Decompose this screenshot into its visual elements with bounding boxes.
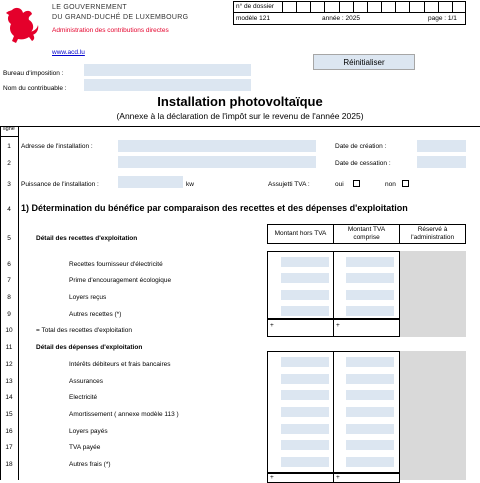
depense-ht-input[interactable] xyxy=(281,407,329,417)
cessation-date-field[interactable] xyxy=(417,156,466,168)
depense-ht-input[interactable] xyxy=(281,374,329,384)
line-number: 10 xyxy=(5,327,13,334)
depense-label: Loyers payés xyxy=(69,428,108,435)
recettes-reserved-block xyxy=(400,251,466,319)
col-header-tva: Montant TVA comprise xyxy=(333,224,400,244)
year-label: année : 2025 xyxy=(322,15,360,22)
line-number: 8 xyxy=(7,294,11,301)
administration-name: Administration des contributions directes xyxy=(52,27,169,34)
lion-logo-icon xyxy=(4,4,42,44)
depense-ht-input[interactable] xyxy=(281,390,329,400)
oui-label: oui xyxy=(335,181,344,188)
kw-unit: kw xyxy=(186,181,194,188)
reset-button[interactable]: Réinitialiser xyxy=(313,54,415,70)
recette-tva-input[interactable] xyxy=(346,257,394,267)
contribuable-field[interactable] xyxy=(84,79,251,91)
page-title: Installation photovoltaïque xyxy=(157,94,323,109)
depense-label: TVA payée xyxy=(69,444,101,451)
line-number: 5 xyxy=(7,235,11,242)
creation-date-label: Date de création : xyxy=(335,143,387,150)
tva-oui-checkbox[interactable] xyxy=(353,180,360,187)
recette-ht-input[interactable] xyxy=(281,273,329,283)
cessation-date-label: Date de cessation : xyxy=(335,160,391,167)
line-number: 18 xyxy=(5,461,13,468)
line-number: 17 xyxy=(5,444,13,451)
line-number: 14 xyxy=(5,394,13,401)
plus-sign: + xyxy=(270,322,274,329)
line-number: 7 xyxy=(7,277,11,284)
depense-label: Assurances xyxy=(69,378,103,385)
depense-tva-input[interactable] xyxy=(346,440,394,450)
depenses-detail-heading: Détail des dépenses d'exploitation xyxy=(36,344,143,351)
line-number: 12 xyxy=(5,361,13,368)
depense-label: Electricité xyxy=(69,394,98,401)
col-header-reserve: Réservé à l'administration xyxy=(399,224,466,244)
non-label: non xyxy=(385,181,396,188)
total-depenses-tva xyxy=(333,473,400,483)
depense-tva-input[interactable] xyxy=(346,357,394,367)
bureau-label: Bureau d'imposition : xyxy=(3,70,64,77)
total-depenses-reserved xyxy=(400,473,466,480)
depense-ht-input[interactable] xyxy=(281,457,329,467)
bureau-field[interactable] xyxy=(84,64,251,76)
depense-ht-input[interactable] xyxy=(281,440,329,450)
depense-tva-input[interactable] xyxy=(346,374,394,384)
gov-line2: DU GRAND-DUCHÉ DE LUXEMBOURG xyxy=(52,14,189,21)
total-recettes-reserved xyxy=(400,319,466,337)
recettes-detail-heading: Détail des recettes d'exploitation xyxy=(36,235,138,242)
total-depenses-ht xyxy=(267,473,334,483)
depense-ht-input[interactable] xyxy=(281,424,329,434)
recette-ht-input[interactable] xyxy=(281,257,329,267)
depense-label: Intérêts débiteurs et frais bancaires xyxy=(69,361,171,368)
line-number: 9 xyxy=(7,311,11,318)
recette-label: Prime d'encouragement écologique xyxy=(69,277,172,284)
recette-ht-input[interactable] xyxy=(281,306,329,316)
puissance-label: Puissance de l'installation : xyxy=(21,181,99,188)
line-number: 2 xyxy=(7,160,11,167)
address-field-1[interactable] xyxy=(118,140,316,152)
section-1-heading: 1) Détermination du bénéfice par comparaison des recettes et des dépenses d'exploitation xyxy=(21,203,408,213)
plus-sign: + xyxy=(336,322,340,329)
ligne-header: ligne xyxy=(0,126,18,137)
depense-tva-input[interactable] xyxy=(346,424,394,434)
plus-sign: + xyxy=(270,474,274,481)
puissance-field[interactable] xyxy=(118,176,183,188)
contribuable-label: Nom du contribuable : xyxy=(3,85,67,92)
depense-tva-input[interactable] xyxy=(346,407,394,417)
line-number: 4 xyxy=(7,206,11,213)
address-label: Adresse de l'installation : xyxy=(21,143,93,150)
depense-tva-input[interactable] xyxy=(346,390,394,400)
recette-tva-input[interactable] xyxy=(346,306,394,316)
address-field-2[interactable] xyxy=(118,156,316,168)
recette-label: Recettes fournisseur d'électricité xyxy=(69,261,163,268)
depense-ht-input[interactable] xyxy=(281,357,329,367)
total-recettes-ht xyxy=(267,319,334,337)
tva-label: Assujetti TVA : xyxy=(268,181,310,188)
line-number: 11 xyxy=(5,344,13,351)
creation-date-field[interactable] xyxy=(417,140,466,152)
depense-label: Amortissement ( annexe modèle 113 ) xyxy=(69,411,179,418)
line-number: 1 xyxy=(7,143,11,150)
recette-label: Loyers reçus xyxy=(69,294,107,301)
dossier-label: n° de dossier xyxy=(236,3,275,10)
line-number: 15 xyxy=(5,411,13,418)
col-header-ht: Montant hors TVA xyxy=(267,224,334,244)
line-number: 6 xyxy=(7,261,11,268)
recette-label: Autres recettes (*) xyxy=(69,311,122,318)
depense-tva-input[interactable] xyxy=(346,457,394,467)
website-link[interactable]: www.acd.lu xyxy=(52,49,85,56)
line-number: 13 xyxy=(5,378,13,385)
gov-line1: LE GOUVERNEMENT xyxy=(52,4,127,11)
total-recettes-label: = Total des recettes d'exploitation xyxy=(36,327,132,334)
depenses-reserved-block xyxy=(400,351,466,473)
total-recettes-tva xyxy=(333,319,400,337)
dossier-number-cells[interactable] xyxy=(282,1,466,13)
page-label: page : 1/1 xyxy=(428,15,457,22)
plus-sign: + xyxy=(336,474,340,481)
line-number: 16 xyxy=(5,428,13,435)
tva-non-checkbox[interactable] xyxy=(402,180,409,187)
recette-ht-input[interactable] xyxy=(281,290,329,300)
page-subtitle: (Annexe à la déclaration de l'impôt sur le revenu de l'année 2025) xyxy=(116,111,364,121)
recette-tva-input[interactable] xyxy=(346,273,394,283)
depense-label: Autres frais (*) xyxy=(69,461,111,468)
recette-tva-input[interactable] xyxy=(346,290,394,300)
model-label: modèle 121 xyxy=(236,15,270,22)
line-number: 3 xyxy=(7,181,11,188)
